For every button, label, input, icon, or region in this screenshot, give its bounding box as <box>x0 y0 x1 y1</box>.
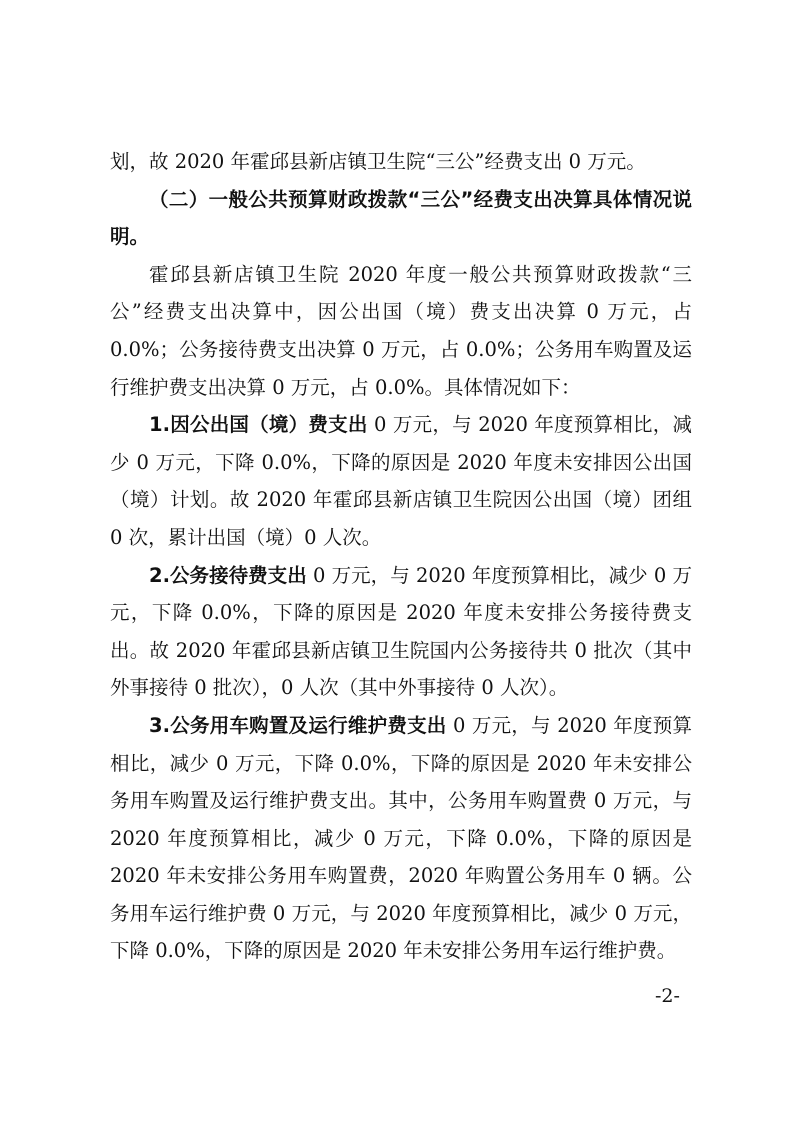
item-official-reception <box>110 557 692 707</box>
item-overseas-travel-lead: 1.因公出国（境）费支出 <box>149 413 368 437</box>
item-official-vehicle-body: 0 万元，与 2020 年度预算相比，减少 0 万元，下降 0.0%，下降的原因是 2020 年未安排公务用车购置及运行维护费支出。其中，公务用车购置费 0 万元，与 2020 年度预算相比，减少 0 万元，下降 0.0%，下降的原因是 2020 年未安排公务用车购置费，2020 年购置公务用车 0 辆。公务用车运行维护费 0 万元，与 2020 年度预算相比，减少 0 万元，下降 0.0%，下降的原因是 2020 年未安排公务用车运行维护费。 <box>110 713 692 963</box>
item-official-reception-lead: 2.公务接待费支出 <box>149 563 307 587</box>
section-heading: （二）一般公共预算财政拨款“三公”经费支出决算具体情况说明。 <box>110 187 692 249</box>
item-overseas-travel-body: 0 万元，与 2020 年度预算相比，减少 0 万元，下降 0.0%，下降的原因是 2020 年度未安排因公出国（境）计划。故 2020 年霍邱县新店镇卫生院因公出国（境）团组 0 次，累计出国（境）0 人次。 <box>110 413 692 549</box>
paragraph-continuation: 划，故 2020 年霍邱县新店镇卫生院“三公”经费支出 0 万元。 <box>110 150 646 173</box>
item-official-vehicle <box>110 707 692 970</box>
page-number: -2- <box>655 985 680 1007</box>
document-body <box>110 143 692 970</box>
item-overseas-travel <box>110 406 692 556</box>
item-official-vehicle-lead: 3.公务用车购置及运行维护费支出 <box>149 713 447 737</box>
paragraph-summary: 霍邱县新店镇卫生院 2020 年度一般公共预算财政拨款“三公”经费支出决算中，因公出国（境）费支出决算 0 万元，占 0.0%；公务接待费支出决算 0 万元，占 0.0%；公务用车购置及运行维护费支出决算 0 万元，占 0.0%。具体情况如下： <box>110 262 692 399</box>
item-official-reception-body: 0 万元，与 2020 年度预算相比，减少 0 万元，下降 0.0%，下降的原因是 2020 年度未安排公务接待费支出。故 2020 年霍邱县新店镇卫生院国内公务接待共 0 批次（其中外事接待 0 批次），0 人次（其中外事接待 0 人次）。 <box>110 563 692 700</box>
